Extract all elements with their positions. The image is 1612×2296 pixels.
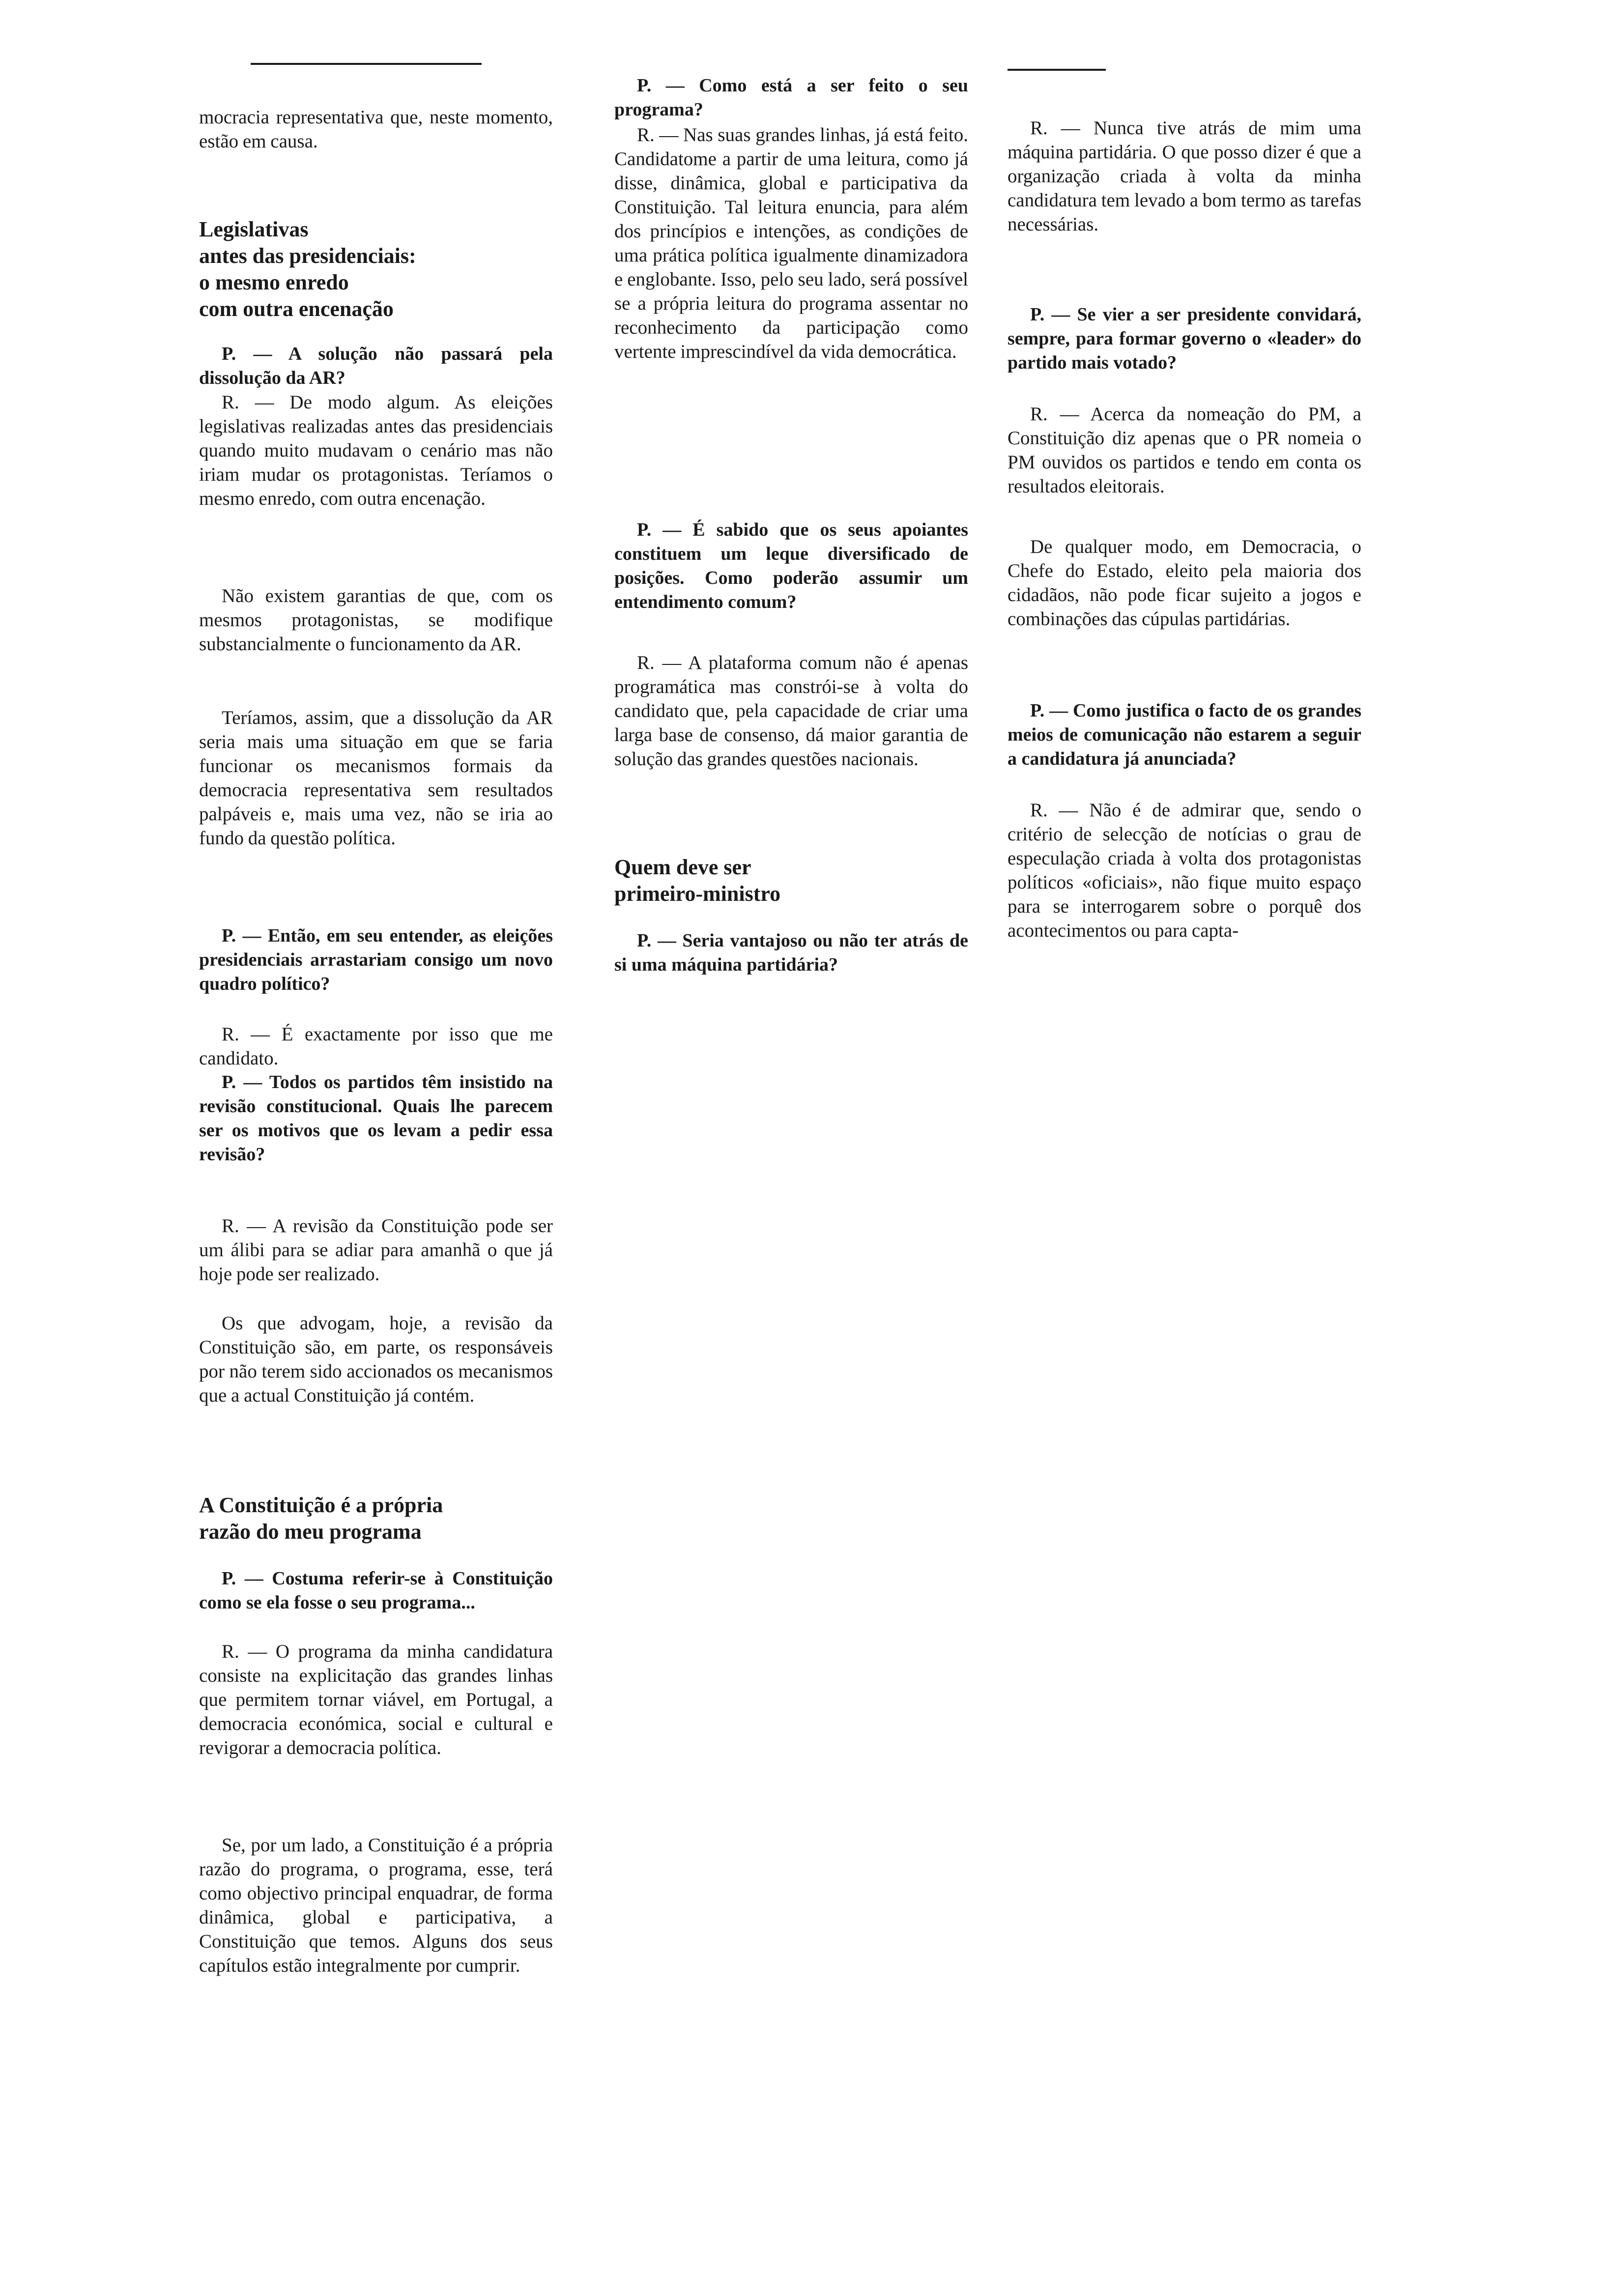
heading-line: A Constituição é a própria — [199, 1493, 443, 1517]
interview-question: P. — Como justifica o facto de os grandes meios de comunicação não estarem a seguir a candidatura já anunciada? — [1008, 700, 1361, 769]
top-rule — [1008, 69, 1106, 71]
answer-paragraph: Se, por um lado, a Constituição é a própria razão do programa, o programa, esse, terá como objectivo principal enquadrar, de forma dinâmica, global e participativa, a Constituição que temos. Alguns dos seus capítulos estão integralmente por cumprir. — [199, 1835, 553, 1976]
heading-line: antes das presidenciais: — [199, 244, 416, 268]
interview-answer: R. — Não é de admirar que, sendo o critério de selecção de notícias o grau de especulação criada à volta dos protagonistas políticos «oficiais», não fique muito espaço para se interrogarem sobre o porquê dos acontecimentos ou para capta- — [1008, 800, 1361, 941]
intro-paragraph: mocracia representativa que, neste momento, estão em causa. — [199, 107, 553, 152]
interview-answer: R. — De modo algum. As eleições legislativas realizadas antes das presidenciais quando muito mudavam o cenário mas não iriam mudar os protagonistas. Teríamos o mesmo enredo, com outra encenação. — [199, 392, 553, 509]
section-heading — [614, 854, 968, 907]
interview-answer: R. — O programa da minha candidatura consiste na explicitação das grandes linhas que permitem tornar viável, em Portugal, a democracia económica, social e cultural e revigorar a democracia política. — [199, 1641, 553, 1758]
answer-paragraph: Os que advogam, hoje, a revisão da Constituição são, em parte, os responsáveis por não terem sido accionados os mecanismos que a actual Constituição já contém. — [199, 1313, 553, 1406]
heading-line: o mesmo enredo — [199, 270, 349, 294]
interview-question: P. — Seria vantajoso ou não ter atrás de si uma máquina partidária? — [614, 930, 968, 975]
top-rule — [251, 63, 482, 65]
interview-question: P. — Então, em seu entender, as eleições presidenciais arrastariam consigo um novo quadro político? — [199, 925, 553, 994]
interview-answer: R. — A plataforma comum não é apenas programática mas constrói-se à volta do candidato que, pela capacidade de criar uma larga base de consenso, dá maior garantia de solução das grandes questões nacionais. — [614, 652, 968, 770]
interview-question: P. — A solução não passará pela dissolução da AR? — [199, 344, 553, 388]
interview-answer: R. — Nas suas grandes linhas, já está feito. Candidatome a partir de uma leitura, como já disse, dinâmica, global e participativa da Constituição. Tal leitura enuncia, para além dos princípios e intenções, as condições de uma prática política igualmente dinamizadora e englobante. Isso, pelo seu lado, será possível se a própria leitura do programa assentar no reconhecimento da participação como vertente imprescindível da vida democrática. — [614, 124, 968, 362]
section-heading — [199, 216, 553, 322]
interview-answer: R. — Acerca da nomeação do PM, a Constituição diz apenas que o PR nomeia o PM ouvidos os partidos e tendo em conta os resultados eleitorais. — [1008, 403, 1361, 497]
interview-question: P. — Todos os partidos têm insistido na revisão constitucional. Quais lhe parecem ser os motivos que os levam a pedir essa revisão? — [199, 1072, 553, 1165]
section-heading — [199, 1492, 553, 1545]
answer-paragraph: Não existem garantias de que, com os mesmos protagonistas, se modifique substancialmente o funcionamento da AR. — [199, 585, 553, 655]
interview-question: P. — É sabido que os seus apoiantes constituem um leque diversificado de posições. Como poderão assumir um entendimento comum? — [614, 519, 968, 612]
interview-question: P. — Costuma referir-se à Constituição como se ela fosse o seu programa... — [199, 1568, 553, 1613]
heading-line: Legislativas — [199, 217, 309, 241]
heading-line: com outra encenação — [199, 297, 394, 321]
interview-answer: R. — É exactamente por isso que me candidato. — [199, 1024, 553, 1069]
answer-paragraph: De qualquer modo, em Democracia, o Chefe do Estado, eleito pela maioria dos cidadãos, não pode ficar sujeito a jogos e combinações das cúpulas partidárias. — [1008, 536, 1361, 630]
interview-answer: R. — A revisão da Constituição pode ser um álibi para se adiar para amanhã o que já hoje pode ser realizado. — [199, 1215, 553, 1285]
answer-paragraph: Teríamos, assim, que a dissolução da AR seria mais uma situação em que se faria funcionar os mecanismos formais da democracia representativa sem resultados palpáveis e, mais uma vez, não se iria ao fundo da questão política. — [199, 707, 553, 849]
interview-question: P. — Se vier a ser presidente convidará, sempre, para formar governo o «leader» do partido mais votado? — [1008, 304, 1361, 373]
heading-line: primeiro-ministro — [614, 882, 781, 906]
heading-line: Quem deve ser — [614, 855, 751, 879]
heading-line: razão do meu programa — [199, 1520, 422, 1544]
interview-answer: R. — Nunca tive atrás de mim uma máquina partidária. O que posso dizer é que a organização criada à volta da minha candidatura tem levado a bom termo as tarefas necessárias. — [1008, 117, 1361, 235]
interview-question: P. — Como está a ser feito o seu programa? — [614, 75, 968, 120]
